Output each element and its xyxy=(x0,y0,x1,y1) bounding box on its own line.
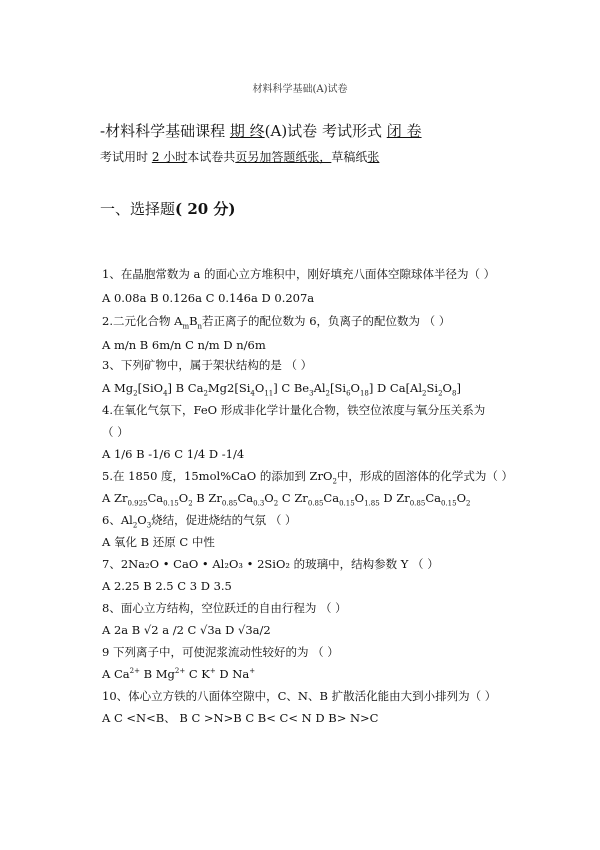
answer-2: A m/n B 6m/n C n/m D n/6m xyxy=(102,338,266,352)
section-score: ( 20 分) xyxy=(175,200,236,218)
question-5: 5.在 1850 度，15mol%CaO 的添加到 ZrO$_2$中，形成的固溶体的化学式为（ ） xyxy=(102,469,514,486)
answer-10: A C <N<B、 B C >N>B C B< C< N D B> N>C xyxy=(102,711,379,725)
question-2: 2.二元化合物 $A_mB_n$若正离子的配位数为 6，负离子的配位数为 （ ） xyxy=(102,314,451,331)
question-6: 6、$Al_2O_3$烧结，促进烧结的气氛 （ ） xyxy=(102,513,297,530)
answer-3: A $Mg_2[SiO_4]$ B $Ca_2Mg2[Si_4O_{11}]$ C $Be_3Al_2[Si_6O_{18}]$ D $Ca[Al_2Si_2O_8]$ xyxy=(102,381,461,398)
info-sheets: 张， xyxy=(307,150,332,164)
answer-4: A 1/6 B -1/6 C 1/4 D -1/4 xyxy=(102,447,245,461)
question-1: 1、在晶胞常数为 a 的面心立方堆积中，刚好填充八面体空隙球体半径为（ ） xyxy=(102,267,496,281)
question-4-blank: （ ） xyxy=(102,425,129,439)
exam-form-value: 闭 卷 xyxy=(386,122,422,140)
exam-period: 期 终 xyxy=(229,122,265,140)
answer-5: A $Zr_{0.925}Ca_{0.15}O_2$ B $Zr_{0.85}Ca_{0.3}O_2$ C $Zr_{0.85}Ca_{0.15}O_{1.85}$ D $Zr_{0.85}Ca_{0.15}O_2$ xyxy=(102,491,471,508)
question-10: 10、体心立方铁的八面体空隙中，C、N、B 扩散活化能由大到小排列为（ ） xyxy=(102,689,497,703)
section-title xyxy=(100,198,236,219)
exam-form-label: 考试形式 xyxy=(321,122,382,140)
info-time-label: 考试用时 xyxy=(100,150,149,164)
question-7: 7、2Na₂O • CaO • Al₂O₃ • 2SiO₂ 的玻璃中，结构参数 Y （ ） xyxy=(102,557,439,571)
question-3: 3、下列矿物中，属于架状结构的是 （ ） xyxy=(102,358,313,372)
answer-7: A 2.25 B 2.5 C 3 D 3.5 xyxy=(102,579,232,593)
question-4: 4.在氧化气氛下，FeO 形成非化学计量化合物，铁空位浓度与氧分压关系为 xyxy=(102,403,486,417)
course-name: -材料科学基础课程 xyxy=(100,122,226,140)
exam-info xyxy=(100,148,379,165)
answer-9: A $Ca^{2+}$ B $Mg^{2+}$ C K+ D Na+ xyxy=(102,667,256,681)
answer-8: A 2a B √2 a /2 C √3a D √3a/2 xyxy=(102,623,271,637)
info-draft: 张 xyxy=(367,150,380,164)
question-8: 8、面心立方结构，空位跃迁的自由行程为 （ ） xyxy=(102,601,347,615)
exam-title xyxy=(100,120,422,141)
section-name: 一、选择题 xyxy=(100,200,176,218)
info-draft-label: 草稿纸 xyxy=(331,150,368,164)
info-pages: 页另加答题纸 xyxy=(235,150,308,164)
answer-1: A 0.08a B 0.126a C 0.146a D 0.207a xyxy=(102,291,315,305)
info-time: 2 小时 xyxy=(151,150,188,164)
page-header: 材料科学基础(A)试卷 xyxy=(252,84,348,95)
paper-label: (A)试卷 xyxy=(264,122,318,140)
answer-6: A 氧化 B 还原 C 中性 xyxy=(102,535,215,549)
info-pages-label: 本试卷共 xyxy=(187,150,236,164)
question-9: 9 下列离子中，可使泥浆流动性较好的为 （ ） xyxy=(102,645,339,659)
